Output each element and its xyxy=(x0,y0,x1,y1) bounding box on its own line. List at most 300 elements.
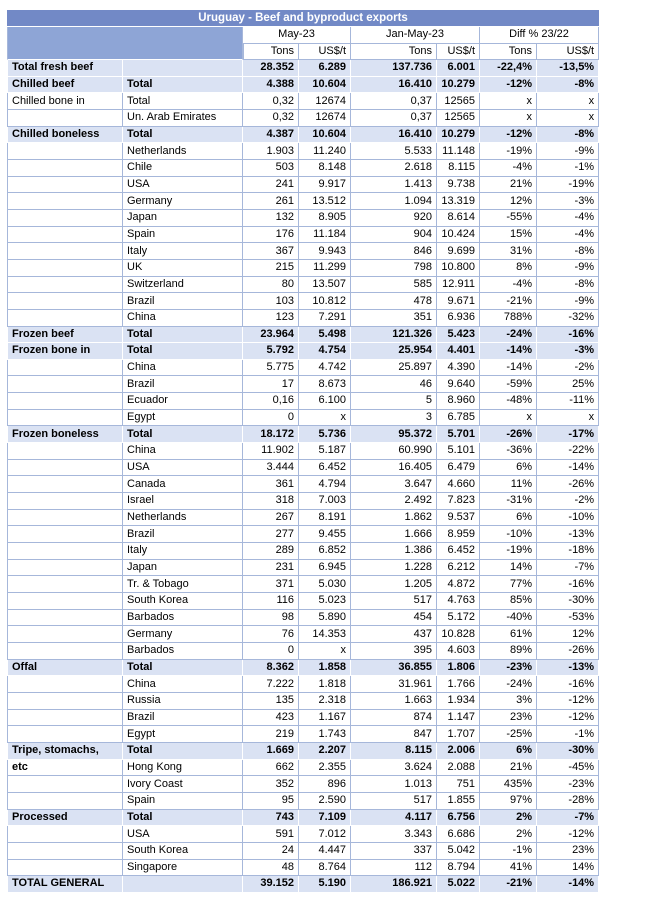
value-cell: 6% xyxy=(480,510,537,527)
table-row xyxy=(7,426,599,443)
value-cell: -1% xyxy=(537,160,599,177)
value-cell: 2.492 xyxy=(351,493,437,510)
value-cell: 1.386 xyxy=(351,543,437,560)
value-cell: 2.355 xyxy=(299,760,351,777)
value-cell: -7% xyxy=(537,560,599,577)
country-cell: USA xyxy=(123,826,243,843)
value-cell: 16.410 xyxy=(351,77,437,94)
category-cell xyxy=(7,193,123,210)
value-cell: 2.207 xyxy=(299,743,351,760)
country-cell: Ivory Coast xyxy=(123,776,243,793)
country-cell: Tr. & Tobago xyxy=(123,576,243,593)
value-cell: 9.943 xyxy=(299,243,351,260)
value-cell: 8.905 xyxy=(299,210,351,227)
value-cell: -48% xyxy=(480,393,537,410)
value-cell: 6% xyxy=(480,743,537,760)
value-cell: -8% xyxy=(537,127,599,144)
exports-report-sheet xyxy=(7,10,599,893)
value-cell: 12565 xyxy=(437,93,480,110)
country-cell: Brazil xyxy=(123,376,243,393)
value-cell: 2% xyxy=(480,810,537,827)
value-cell: 0,37 xyxy=(351,110,437,127)
value-cell: 2% xyxy=(480,826,537,843)
subheader-tons-diff: Tons xyxy=(480,44,537,61)
table-row xyxy=(7,710,599,727)
table-row xyxy=(7,543,599,560)
value-cell: -16% xyxy=(537,327,599,344)
value-cell: 1.934 xyxy=(437,693,480,710)
table-row xyxy=(7,260,599,277)
value-cell: 5.022 xyxy=(437,876,480,893)
value-cell: -16% xyxy=(537,576,599,593)
value-cell: 31.961 xyxy=(351,676,437,693)
value-cell: 10.812 xyxy=(299,293,351,310)
value-cell: 4.390 xyxy=(437,360,480,377)
value-cell: 11.902 xyxy=(243,443,299,460)
value-cell: 85% xyxy=(480,593,537,610)
category-cell: Frozen boneless xyxy=(7,426,123,443)
country-cell: USA xyxy=(123,177,243,194)
value-cell: 8.794 xyxy=(437,860,480,877)
value-cell: -2% xyxy=(537,360,599,377)
value-cell: 6.001 xyxy=(437,60,480,77)
value-cell: -12% xyxy=(537,826,599,843)
country-cell: Brazil xyxy=(123,526,243,543)
table-row xyxy=(7,410,599,427)
value-cell: 13.507 xyxy=(299,277,351,294)
table-row xyxy=(7,77,599,94)
value-cell: 219 xyxy=(243,726,299,743)
value-cell: 6.479 xyxy=(437,460,480,477)
value-cell: 8.148 xyxy=(299,160,351,177)
table-row xyxy=(7,860,599,877)
value-cell: -25% xyxy=(480,726,537,743)
category-cell: Chilled boneless xyxy=(7,127,123,144)
table-row xyxy=(7,310,599,327)
value-cell: 0,37 xyxy=(351,93,437,110)
subheader-tons-janmay: Tons xyxy=(351,44,437,61)
value-cell: 351 xyxy=(351,310,437,327)
value-cell: -22,4% xyxy=(480,60,537,77)
value-cell: -10% xyxy=(480,526,537,543)
table-row xyxy=(7,493,599,510)
value-cell: 12674 xyxy=(299,93,351,110)
value-cell: 21% xyxy=(480,760,537,777)
value-cell: 14% xyxy=(537,860,599,877)
value-cell: 318 xyxy=(243,493,299,510)
category-cell xyxy=(7,676,123,693)
value-cell: 5.023 xyxy=(299,593,351,610)
value-cell: 8.191 xyxy=(299,510,351,527)
value-cell: 39.152 xyxy=(243,876,299,893)
value-cell: -8% xyxy=(537,277,599,294)
table-row xyxy=(7,610,599,627)
value-cell: 12% xyxy=(537,626,599,643)
value-cell: x xyxy=(537,93,599,110)
value-cell: 5.423 xyxy=(437,327,480,344)
value-cell: -4% xyxy=(480,160,537,177)
value-cell: 1.903 xyxy=(243,143,299,160)
value-cell: 6.212 xyxy=(437,560,480,577)
table-body xyxy=(7,60,599,893)
value-cell: 25% xyxy=(537,376,599,393)
value-cell: 6.100 xyxy=(299,393,351,410)
value-cell: 3% xyxy=(480,693,537,710)
value-cell: 5.190 xyxy=(299,876,351,893)
table-row xyxy=(7,443,599,460)
country-cell: Barbados xyxy=(123,610,243,627)
table-row xyxy=(7,643,599,660)
value-cell: 1.205 xyxy=(351,576,437,593)
table-row xyxy=(7,660,599,677)
value-cell: -32% xyxy=(537,310,599,327)
value-cell: 3.343 xyxy=(351,826,437,843)
country-cell: Egypt xyxy=(123,726,243,743)
value-cell: -45% xyxy=(537,760,599,777)
value-cell: -12% xyxy=(537,710,599,727)
category-cell xyxy=(7,593,123,610)
value-cell: -4% xyxy=(537,210,599,227)
value-cell: x xyxy=(537,410,599,427)
value-cell: 4.401 xyxy=(437,343,480,360)
value-cell: 7.012 xyxy=(299,826,351,843)
value-cell: 14% xyxy=(480,560,537,577)
value-cell: -26% xyxy=(537,643,599,660)
value-cell: 361 xyxy=(243,476,299,493)
value-cell: 10.800 xyxy=(437,260,480,277)
category-cell xyxy=(7,410,123,427)
value-cell: 423 xyxy=(243,710,299,727)
value-cell: 454 xyxy=(351,610,437,627)
value-cell: 97% xyxy=(480,793,537,810)
category-cell xyxy=(7,227,123,244)
value-cell: -10% xyxy=(537,510,599,527)
country-cell: USA xyxy=(123,460,243,477)
value-cell: 8.614 xyxy=(437,210,480,227)
value-cell: 6.756 xyxy=(437,810,480,827)
value-cell: 7.291 xyxy=(299,310,351,327)
value-cell: 5.172 xyxy=(437,610,480,627)
country-cell: UK xyxy=(123,260,243,277)
table-row xyxy=(7,160,599,177)
col-group-janmay23: Jan-May-23 xyxy=(351,27,480,44)
value-cell: 13.512 xyxy=(299,193,351,210)
country-cell xyxy=(123,876,243,893)
category-cell xyxy=(7,310,123,327)
value-cell: 874 xyxy=(351,710,437,727)
country-cell: Italy xyxy=(123,543,243,560)
value-cell: 1.663 xyxy=(351,693,437,710)
country-cell: Canada xyxy=(123,476,243,493)
value-cell: -8% xyxy=(537,77,599,94)
value-cell: 1.855 xyxy=(437,793,480,810)
value-cell: -55% xyxy=(480,210,537,227)
value-cell: 7.003 xyxy=(299,493,351,510)
value-cell: 176 xyxy=(243,227,299,244)
value-cell: -4% xyxy=(480,277,537,294)
category-cell xyxy=(7,860,123,877)
value-cell: 24 xyxy=(243,843,299,860)
country-cell: Brazil xyxy=(123,293,243,310)
value-cell: 48 xyxy=(243,860,299,877)
country-cell: Total xyxy=(123,743,243,760)
value-cell: 5.498 xyxy=(299,327,351,344)
subheader-tons-may: Tons xyxy=(243,44,299,61)
value-cell: 25.897 xyxy=(351,360,437,377)
category-cell: Frozen beef xyxy=(7,327,123,344)
value-cell: 12.911 xyxy=(437,277,480,294)
value-cell: x xyxy=(480,410,537,427)
value-cell: 1.666 xyxy=(351,526,437,543)
table-row xyxy=(7,376,599,393)
value-cell: -23% xyxy=(480,660,537,677)
value-cell: -26% xyxy=(537,476,599,493)
value-cell: 76 xyxy=(243,626,299,643)
value-cell: 11.240 xyxy=(299,143,351,160)
table-row xyxy=(7,110,599,127)
value-cell: -13% xyxy=(537,660,599,677)
value-cell: 28.352 xyxy=(243,60,299,77)
value-cell: 1.862 xyxy=(351,510,437,527)
value-cell: 1.228 xyxy=(351,560,437,577)
value-cell: -1% xyxy=(537,726,599,743)
category-cell xyxy=(7,243,123,260)
category-cell xyxy=(7,626,123,643)
value-cell: -13% xyxy=(537,526,599,543)
value-cell: 11.148 xyxy=(437,143,480,160)
value-cell: 95.372 xyxy=(351,426,437,443)
value-cell: -14% xyxy=(537,876,599,893)
value-cell: 1.743 xyxy=(299,726,351,743)
value-cell: 4.117 xyxy=(351,810,437,827)
value-cell: -12% xyxy=(537,693,599,710)
category-cell xyxy=(7,110,123,127)
value-cell: 186.921 xyxy=(351,876,437,893)
category-cell xyxy=(7,826,123,843)
value-cell: -12% xyxy=(480,127,537,144)
value-cell: 591 xyxy=(243,826,299,843)
header-spacer-band xyxy=(7,27,243,60)
value-cell: 8.673 xyxy=(299,376,351,393)
value-cell: -8% xyxy=(537,243,599,260)
table-row xyxy=(7,343,599,360)
value-cell: 4.447 xyxy=(299,843,351,860)
value-cell: -31% xyxy=(480,493,537,510)
value-cell: 517 xyxy=(351,593,437,610)
value-cell: -7% xyxy=(537,810,599,827)
country-cell: South Korea xyxy=(123,843,243,860)
value-cell: 1.806 xyxy=(437,660,480,677)
value-cell: 1.669 xyxy=(243,743,299,760)
value-cell: 4.754 xyxy=(299,343,351,360)
value-cell: 116 xyxy=(243,593,299,610)
value-cell: 103 xyxy=(243,293,299,310)
country-cell: Egypt xyxy=(123,410,243,427)
value-cell: 3.624 xyxy=(351,760,437,777)
table-row xyxy=(7,676,599,693)
category-cell xyxy=(7,726,123,743)
value-cell: 1.818 xyxy=(299,676,351,693)
category-cell: TOTAL GENERAL xyxy=(7,876,123,893)
value-cell: 23% xyxy=(480,710,537,727)
value-cell: 1.858 xyxy=(299,660,351,677)
country-cell: Brazil xyxy=(123,710,243,727)
value-cell: 10.604 xyxy=(299,77,351,94)
value-cell: -4% xyxy=(537,227,599,244)
value-cell: 231 xyxy=(243,560,299,577)
exports-table xyxy=(7,10,599,893)
value-cell: 352 xyxy=(243,776,299,793)
table-row xyxy=(7,177,599,194)
value-cell: 123 xyxy=(243,310,299,327)
value-cell: -11% xyxy=(537,393,599,410)
value-cell: -40% xyxy=(480,610,537,627)
value-cell: 3.444 xyxy=(243,460,299,477)
category-cell xyxy=(7,293,123,310)
value-cell: 5.890 xyxy=(299,610,351,627)
value-cell: 847 xyxy=(351,726,437,743)
value-cell: 11.184 xyxy=(299,227,351,244)
value-cell: 662 xyxy=(243,760,299,777)
country-cell xyxy=(123,60,243,77)
value-cell: 277 xyxy=(243,526,299,543)
table-row xyxy=(7,510,599,527)
country-cell: Russia xyxy=(123,693,243,710)
category-cell xyxy=(7,643,123,660)
value-cell: -30% xyxy=(537,593,599,610)
value-cell: 89% xyxy=(480,643,537,660)
country-cell: Netherlands xyxy=(123,143,243,160)
country-cell: Ecuador xyxy=(123,393,243,410)
value-cell: 367 xyxy=(243,243,299,260)
value-cell: 1.707 xyxy=(437,726,480,743)
table-row xyxy=(7,93,599,110)
table-row xyxy=(7,193,599,210)
value-cell: 0 xyxy=(243,410,299,427)
value-cell: 1.094 xyxy=(351,193,437,210)
value-cell: -13,5% xyxy=(537,60,599,77)
category-cell xyxy=(7,177,123,194)
value-cell: 9.738 xyxy=(437,177,480,194)
value-cell: 10.279 xyxy=(437,77,480,94)
category-cell: Chilled bone in xyxy=(7,93,123,110)
value-cell: 0,16 xyxy=(243,393,299,410)
value-cell: 8.960 xyxy=(437,393,480,410)
value-cell: 1.413 xyxy=(351,177,437,194)
value-cell: 337 xyxy=(351,843,437,860)
category-cell xyxy=(7,560,123,577)
value-cell: -17% xyxy=(537,426,599,443)
country-cell: Netherlands xyxy=(123,510,243,527)
value-cell: -18% xyxy=(537,543,599,560)
value-cell: 95 xyxy=(243,793,299,810)
value-cell: 5.187 xyxy=(299,443,351,460)
subheader-usdt-may: US$/t xyxy=(299,44,351,61)
table-row xyxy=(7,843,599,860)
country-cell: Switzerland xyxy=(123,277,243,294)
value-cell: 12% xyxy=(480,193,537,210)
value-cell: 289 xyxy=(243,543,299,560)
value-cell: 121.326 xyxy=(351,327,437,344)
value-cell: 12565 xyxy=(437,110,480,127)
value-cell: 904 xyxy=(351,227,437,244)
value-cell: 41% xyxy=(480,860,537,877)
table-row xyxy=(7,476,599,493)
value-cell: -30% xyxy=(537,743,599,760)
value-cell: 6.686 xyxy=(437,826,480,843)
value-cell: -59% xyxy=(480,376,537,393)
table-row xyxy=(7,726,599,743)
value-cell: 3.647 xyxy=(351,476,437,493)
value-cell: 4.794 xyxy=(299,476,351,493)
value-cell: 10.828 xyxy=(437,626,480,643)
category-cell xyxy=(7,143,123,160)
value-cell: 478 xyxy=(351,293,437,310)
category-cell: Frozen bone in xyxy=(7,343,123,360)
value-cell: -23% xyxy=(537,776,599,793)
value-cell: -9% xyxy=(537,143,599,160)
value-cell: 112 xyxy=(351,860,437,877)
country-cell: Un. Arab Emirates xyxy=(123,110,243,127)
value-cell: -12% xyxy=(480,77,537,94)
country-cell: Spain xyxy=(123,793,243,810)
country-cell: Total xyxy=(123,93,243,110)
country-cell: Italy xyxy=(123,243,243,260)
value-cell: 0,32 xyxy=(243,110,299,127)
value-cell: -28% xyxy=(537,793,599,810)
value-cell: 798 xyxy=(351,260,437,277)
value-cell: 743 xyxy=(243,810,299,827)
value-cell: 517 xyxy=(351,793,437,810)
value-cell: -3% xyxy=(537,343,599,360)
country-cell: Israel xyxy=(123,493,243,510)
country-cell: Total xyxy=(123,426,243,443)
col-group-may23: May-23 xyxy=(243,27,351,44)
value-cell: 137.736 xyxy=(351,60,437,77)
country-cell: Total xyxy=(123,810,243,827)
value-cell: 5.775 xyxy=(243,360,299,377)
value-cell: 435% xyxy=(480,776,537,793)
value-cell: 503 xyxy=(243,160,299,177)
value-cell: -24% xyxy=(480,327,537,344)
table-row xyxy=(7,127,599,144)
value-cell: x xyxy=(480,110,537,127)
value-cell: 2.006 xyxy=(437,743,480,760)
table-row xyxy=(7,793,599,810)
category-cell xyxy=(7,526,123,543)
value-cell: 4.872 xyxy=(437,576,480,593)
value-cell: 2.088 xyxy=(437,760,480,777)
value-cell: -53% xyxy=(537,610,599,627)
value-cell: 585 xyxy=(351,277,437,294)
table-row xyxy=(7,277,599,294)
value-cell: 8.764 xyxy=(299,860,351,877)
value-cell: 10.424 xyxy=(437,227,480,244)
table-row xyxy=(7,227,599,244)
value-cell: 8.115 xyxy=(351,743,437,760)
value-cell: 5.042 xyxy=(437,843,480,860)
value-cell: 8.959 xyxy=(437,526,480,543)
value-cell: x xyxy=(537,110,599,127)
value-cell: 1.766 xyxy=(437,676,480,693)
value-cell: 5.792 xyxy=(243,343,299,360)
table-row xyxy=(7,293,599,310)
value-cell: 132 xyxy=(243,210,299,227)
value-cell: 13.319 xyxy=(437,193,480,210)
value-cell: -19% xyxy=(480,543,537,560)
value-cell: -19% xyxy=(537,177,599,194)
value-cell: 2.318 xyxy=(299,693,351,710)
